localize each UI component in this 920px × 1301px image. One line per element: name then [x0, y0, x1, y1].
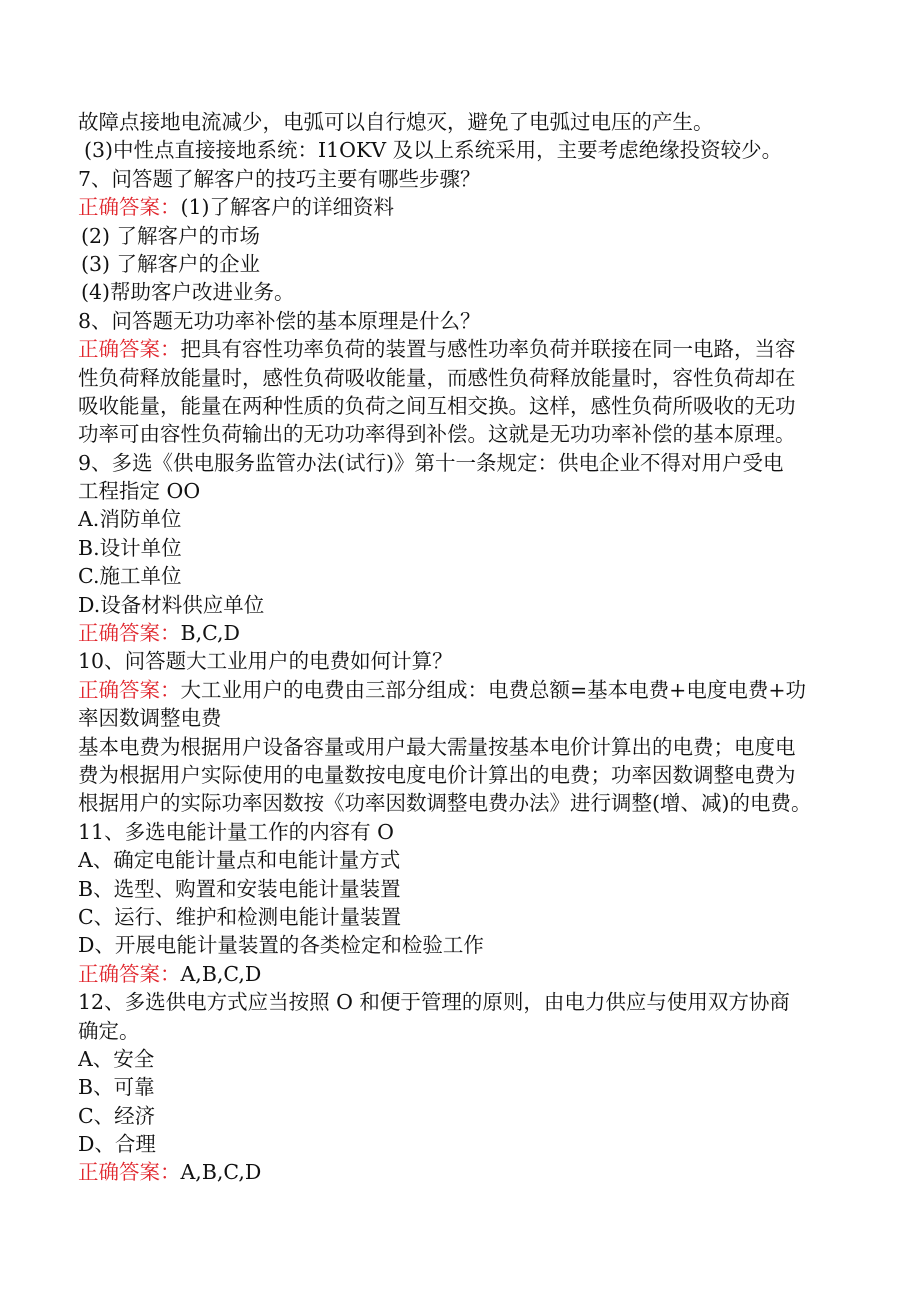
answer-line: 正确答案：B,C,D	[78, 621, 240, 646]
option-line: D、开展电能计量装置的各类检定和检验工作	[78, 933, 484, 958]
text-line: (2) 了解客户的市场	[81, 223, 261, 248]
text-line: 基本电费为根据用户设备容量或用户最大需量按基本电价计算出的电费；电度电	[78, 734, 796, 759]
question-line: 10、问答题大工业用户的电费如何计算？	[78, 649, 453, 674]
question-line: 7、问答题了解客户的技巧主要有哪些步骤？	[78, 166, 481, 191]
option-line: D、合理	[78, 1132, 156, 1157]
text-line: 功率可由容性负荷输出的无功功率得到补偿。这就是无功功率补偿的基本原理。	[78, 422, 796, 447]
text-line: 性负荷释放能量时，感性负荷吸收能量，而感性负荷释放能量时，容性负荷却在	[78, 365, 796, 390]
answer-label: 正确答案：	[78, 1160, 181, 1185]
question-line: 9、多选《供电服务监管办法(试行)》第十一条规定：供电企业不得对用户受电	[78, 450, 784, 475]
text-line: 吸收能量，能量在两种性质的负荷之间互相交换。这样，感性负荷所吸收的无功	[78, 393, 796, 418]
option-line: C、运行、维护和检测电能计量装置	[78, 904, 402, 929]
text-line: 故障点接地电流减少，电弧可以自行熄灭，避免了电弧过电压的产生。	[78, 110, 714, 134]
option-line: A、安全	[78, 1046, 155, 1071]
answer-label: 正确答案：	[78, 961, 181, 986]
text-line: 率因数调整电费	[78, 706, 222, 731]
text-line: (3) 了解客户的企业	[81, 251, 261, 276]
text-line: 确定。	[78, 1018, 140, 1043]
answer-line: 正确答案：把具有容性功率负荷的装置与感性功率负荷并联接在同一电路，当容	[78, 337, 796, 362]
text-line: (4)帮助客户改进业务。	[81, 280, 295, 305]
option-line: C.施工单位	[78, 564, 182, 589]
text-line: (3)中性点直接接地系统：I1OKV 及以上系统采用，主要考虑绝缘投资较少。	[84, 138, 783, 163]
option-line: A、确定电能计量点和电能计量方式	[78, 848, 401, 873]
answer-line: 正确答案：大工业用户的电费由三部分组成：电费总额=基本电费+电度电费+功	[78, 677, 807, 702]
option-line: A.消防单位	[78, 507, 182, 532]
text-line: 根据用户的实际功率因数按《功率因数调整电费办法》进行调整(增、减)的电费。	[78, 791, 812, 816]
answer-label: 正确答案：	[78, 195, 181, 220]
question-line: 8、问答题无功功率补偿的基本原理是什么？	[78, 308, 481, 333]
option-line: B、选型、购置和安装电能计量装置	[78, 876, 401, 901]
answer-label: 正确答案：	[78, 337, 181, 362]
question-line: 11、多选电能计量工作的内容有 O	[78, 819, 394, 844]
option-line: D.设备材料供应单位	[78, 592, 265, 617]
option-line: B.设计单位	[78, 535, 182, 560]
text-line: 费为根据用户实际使用的电量数按电度电价计算出的电费；功率因数调整电费为	[78, 762, 796, 787]
answer-line: 正确答案：A,B,C,D	[78, 961, 262, 986]
answer-line: 正确答案：A,B,C,D	[78, 1160, 262, 1185]
answer-label: 正确答案：	[78, 677, 181, 702]
document-body	[78, 108, 848, 1187]
option-line: C、经济	[78, 1103, 156, 1128]
answer-label: 正确答案：	[78, 621, 181, 646]
answer-line: 正确答案：(1)了解客户的详细资料	[78, 195, 395, 220]
text-line: 工程指定 OO	[78, 479, 201, 504]
option-line: B、可靠	[78, 1075, 155, 1100]
question-line: 12、多选供电方式应当按照 O 和便于管理的原则，由电力供应与使用双方协商	[78, 990, 790, 1015]
